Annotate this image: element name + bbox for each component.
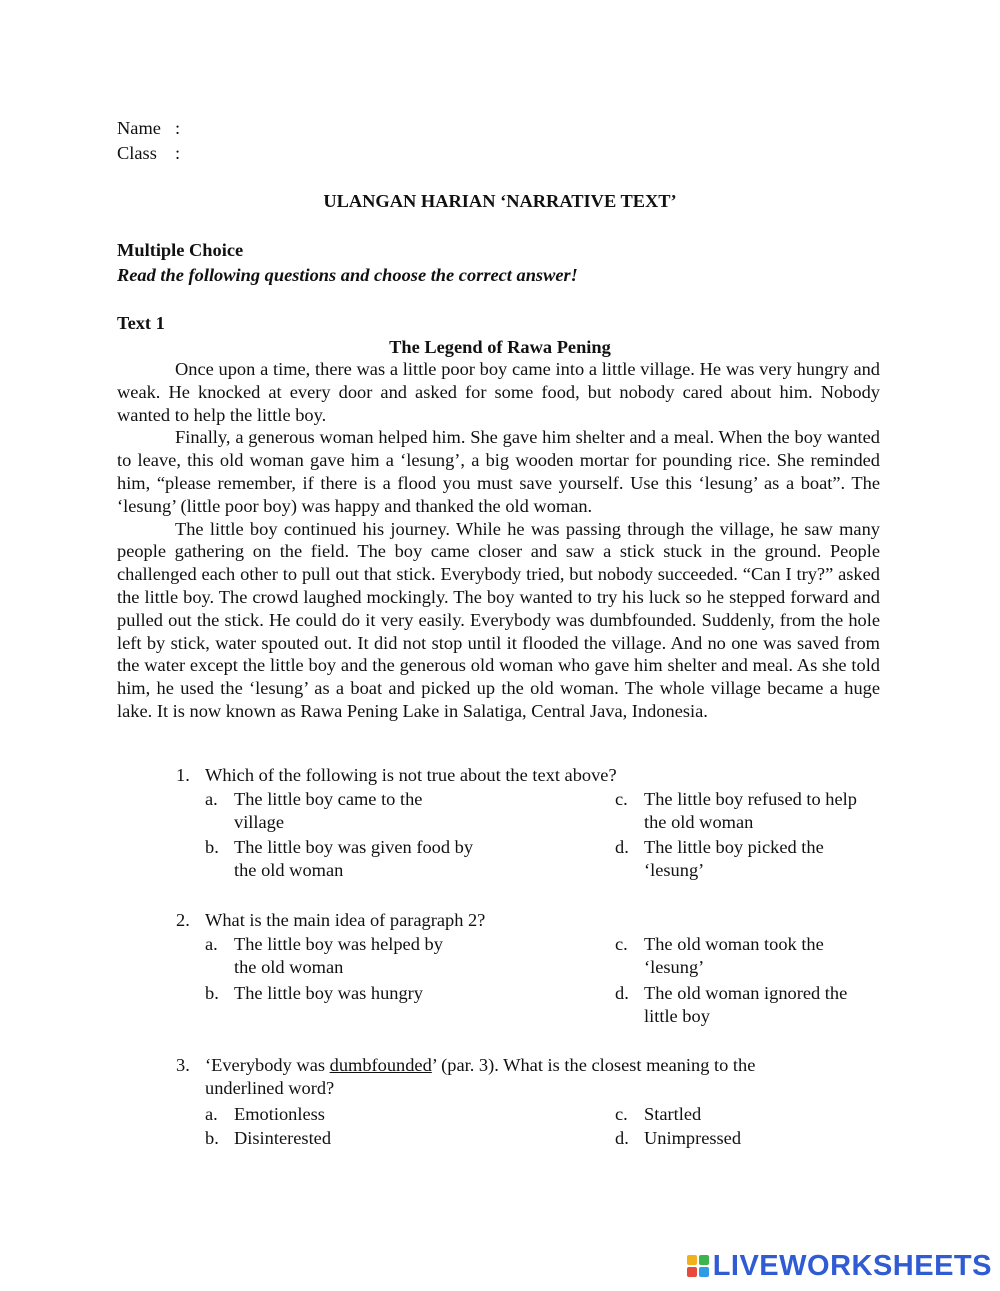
page-title: ULANGAN HARIAN ‘NARRATIVE TEXT’ bbox=[323, 191, 677, 211]
option-text: The little boy was hungry bbox=[234, 983, 423, 1003]
option-text: The little boy was given food by the old woman bbox=[234, 837, 474, 880]
text-label: Text 1 bbox=[117, 313, 165, 333]
option-letter: b. bbox=[205, 1128, 219, 1148]
logo-square-icon bbox=[687, 1255, 697, 1265]
question-text: Which of the following is not true about the text above? bbox=[205, 765, 617, 785]
option-letter: d. bbox=[615, 1128, 629, 1148]
class-colon: : bbox=[175, 143, 181, 163]
name-label: Name bbox=[117, 118, 161, 138]
underlined-word: dumbfounded bbox=[329, 1055, 432, 1075]
option-letter: c. bbox=[615, 934, 628, 954]
logo-squares-icon bbox=[687, 1255, 709, 1277]
option-text: Disinterested bbox=[234, 1128, 332, 1148]
question-number: 2. bbox=[176, 910, 190, 930]
logo-square-icon bbox=[699, 1267, 709, 1277]
question-text: What is the main idea of paragraph 2? bbox=[205, 910, 486, 930]
option-text: Unimpressed bbox=[644, 1128, 742, 1148]
passage bbox=[117, 358, 880, 723]
passage-paragraph: Once upon a time, there was a little poor boy came into a little village. He was very hungry and weak. He knocked at every door and asked for some food, but nobody cared about him. Nobody wanted to help the little boy. bbox=[117, 359, 880, 425]
option-text: Emotionless bbox=[234, 1104, 325, 1124]
passage-title: The Legend of Rawa Pening bbox=[389, 337, 611, 357]
option-text: The little boy came to the village bbox=[234, 789, 423, 832]
passage-paragraph: The little boy continued his journey. While he was passing through the village, he saw many people gathering on the field. The boy came closer and saw a stick stuck in the ground. People challenged each other to pull out that stick. Everybody tried, but nobody succeeded. “Can I try?” asked the little boy. The crowd laughed mockingly. The boy wanted to try his luck so he stepped forward and pulled out the stick. He could do it very easily. Everybody was dumbfounded. Suddenly, from the hole left by stick, water spouted out. It did not stop until it flooded the village. And no one was saved from the water except the little boy and the generous old woman who gave him shelter and meal. As she told him, he used the ‘lesung’ as a boat and picked up the old woman. The whole village became a huge lake. It is now known as Rawa Pening Lake in Salatiga, Central Java, Indonesia. bbox=[117, 518, 880, 721]
logo-square-icon bbox=[687, 1267, 697, 1277]
logo-square-icon bbox=[699, 1255, 709, 1265]
option-letter: a. bbox=[205, 934, 218, 954]
section-instruction: Read the following questions and choose the correct answer! bbox=[117, 265, 578, 285]
name-colon: : bbox=[175, 118, 181, 138]
question-text: ‘Everybody was dumbfounded’ (par. 3). What is the closest meaning to the underlined word? bbox=[205, 1055, 756, 1098]
option-letter: a. bbox=[205, 789, 218, 809]
option-text: The little boy picked the ‘lesung’ bbox=[644, 837, 824, 880]
option-letter: c. bbox=[615, 789, 628, 809]
option-text: The little boy refused to help the old woman bbox=[644, 789, 857, 832]
question-number: 1. bbox=[176, 765, 190, 785]
option-text: The little boy was helped by the old woman bbox=[234, 934, 443, 977]
question-number: 3. bbox=[176, 1055, 190, 1075]
option-letter: c. bbox=[615, 1104, 628, 1124]
passage-paragraph: Finally, a generous woman helped him. She gave him shelter and a meal. When the boy wanted to leave, this old woman gave him a ‘lesung’, a big wooden mortar for pounding rice. She reminded him, “please remember, if there is a flood you must save yourself. Use this ‘lesung’ as a boat”. The ‘lesung’ (little poor boy) was happy and thanked the old woman. bbox=[117, 427, 880, 516]
class-field bbox=[117, 142, 180, 165]
option-text: The old woman took the ‘lesung’ bbox=[644, 934, 824, 977]
name-field bbox=[117, 117, 180, 140]
option-letter: b. bbox=[205, 837, 219, 857]
option-letter: d. bbox=[615, 983, 629, 1003]
option-letter: a. bbox=[205, 1104, 218, 1124]
option-text: The old woman ignored the little boy bbox=[644, 983, 848, 1026]
option-letter: d. bbox=[615, 837, 629, 857]
section-heading: Multiple Choice bbox=[117, 240, 244, 260]
brand-name: LIVEWORKSHEETS bbox=[712, 1250, 992, 1282]
option-text: Startled bbox=[644, 1104, 702, 1124]
option-letter: b. bbox=[205, 983, 219, 1003]
class-label: Class bbox=[117, 143, 157, 163]
liveworksheets-logo[interactable] bbox=[687, 1251, 992, 1281]
